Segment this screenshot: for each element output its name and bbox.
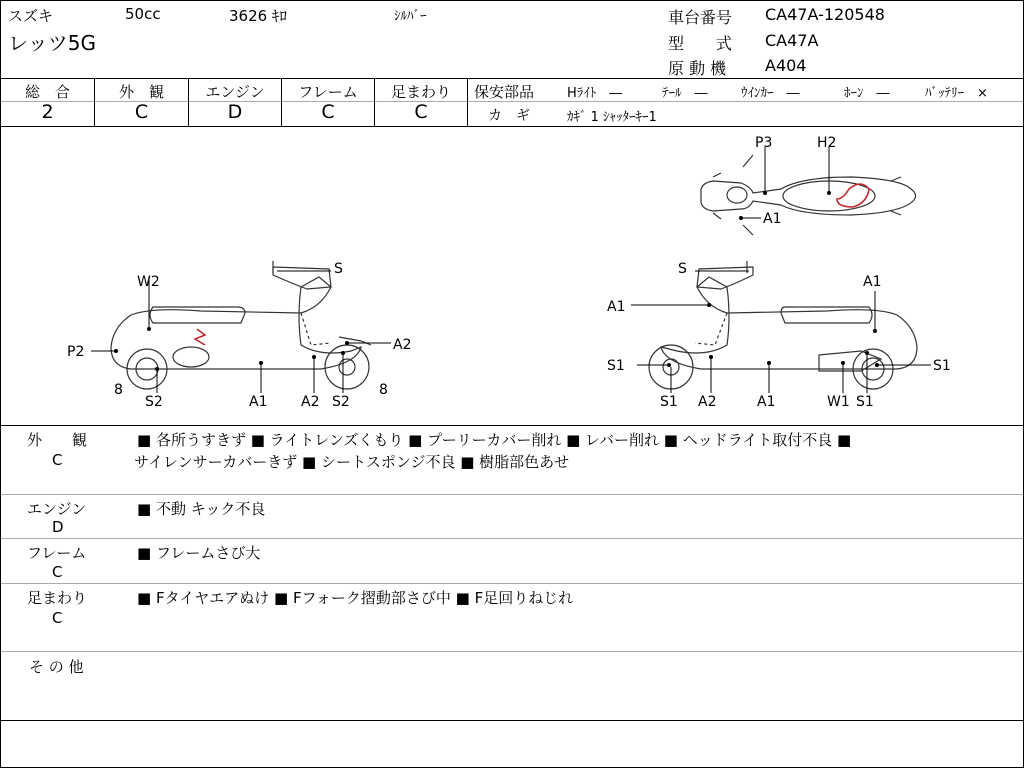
safety-label: 保安部品 (474, 83, 535, 101)
divider (467, 101, 1023, 102)
grade-header-suspension: 足まわり (390, 83, 451, 101)
diagram-label: S1 (856, 394, 874, 410)
color: ｼﾙﾊﾞｰ (394, 9, 427, 24)
remark-grade-exterior: C (52, 451, 63, 469)
safety-horn: ﾎｰﾝ ― (844, 86, 890, 101)
grade-header-frame: フレーム (298, 83, 358, 101)
diagram-label: 8 (379, 382, 388, 398)
grade-header-exterior: 外 観 (118, 83, 164, 101)
displacement: 50cc (125, 5, 161, 23)
mileage: 3626 ｷﾛ (229, 7, 287, 25)
diagram-label: 8 (114, 382, 123, 398)
diagram-label: S1 (607, 358, 625, 374)
remark-title-suspension: 足まわり (27, 589, 88, 607)
type-value: CA47A (765, 31, 819, 50)
remark-text-frame: ■ フレームさび大 (137, 544, 261, 562)
remark-text-exterior: ■ 各所うすきず ■ ライトレンズくもり ■ プーリーカバー削れ ■ レバー削れ ■ ヘッドライト取付不良 ■ (137, 431, 852, 449)
diagram-label: W2 (137, 274, 160, 290)
divider (1, 538, 1023, 539)
safety-headlight: Hﾗｲﾄ ― (567, 86, 623, 101)
diagram-label: S2 (145, 394, 163, 410)
key-label: カ ギ (488, 108, 530, 124)
divider (1, 651, 1023, 652)
remark-text-exterior: サイレンサーカバーきず ■ シートスポンジ不良 ■ 樹脂部色あせ (134, 453, 570, 471)
diagram-label: A1 (763, 211, 782, 227)
remark-text-suspension: ■ Fタイヤエアぬけ ■ Fフォーク摺動部さび中 ■ F足回りねじれ (137, 589, 574, 607)
model-name: レッツ5G (8, 31, 97, 55)
divider (1, 583, 1023, 584)
divider (1, 425, 1023, 426)
safety-tail: ﾃｰﾙ ― (662, 86, 708, 101)
diagram-label: H2 (817, 135, 837, 151)
grade-value-suspension: C (414, 101, 428, 123)
divider (1, 78, 1023, 79)
remark-title-exterior: 外 観 (27, 431, 88, 449)
remark-grade-suspension: C (52, 609, 63, 627)
grade-value-engine: D (227, 101, 243, 123)
diagram-label: A2 (698, 394, 717, 410)
diagram-label: A2 (393, 337, 412, 353)
diagram-label: A1 (607, 299, 626, 315)
engine-value: A404 (765, 56, 807, 75)
remark-text-engine: ■ 不動 キック不良 (137, 500, 266, 518)
diagram-label: P3 (755, 135, 773, 151)
grade-value-frame: C (321, 101, 335, 123)
remark-title-engine: エンジン (27, 500, 87, 518)
maker: スズキ (8, 7, 54, 25)
top-view-scooter (701, 155, 916, 235)
diagram-label: A1 (757, 394, 776, 410)
diagram-label: S (334, 261, 343, 277)
grade-header-engine: エンジン (205, 83, 265, 101)
diagram-label: W1 (827, 394, 850, 410)
chassis-label: 車台番号 (668, 8, 733, 27)
grade-value-overall: 2 (41, 101, 54, 123)
engine-label: 原 動 機 (668, 59, 727, 78)
remark-grade-engine: D (52, 518, 64, 536)
divider (467, 78, 468, 126)
remark-grade-frame: C (52, 563, 63, 581)
remark-title-frame: フレーム (27, 544, 87, 562)
key-value: ｶｷﾞ 1 ｼｬｯﾀｰｷｰ1 (567, 110, 657, 125)
safety-battery: ﾊﾞｯﾃﾘｰ × (925, 86, 988, 101)
divider (1, 494, 1023, 495)
chassis-value: CA47A-120548 (765, 5, 885, 24)
diagram-label: A1 (863, 274, 882, 290)
diagram-label: S1 (933, 358, 951, 374)
damage-diagram (1, 127, 1023, 425)
diagram-label: S2 (332, 394, 350, 410)
type-label: 型 式 (668, 34, 733, 53)
grade-value-exterior: C (134, 101, 149, 123)
diagram-label: P2 (67, 344, 85, 360)
diagram-label: A1 (249, 394, 268, 410)
divider (1, 720, 1023, 721)
diagram-label: S (678, 261, 687, 277)
grade-header-overall: 総 合 (24, 83, 70, 101)
diagram-label: A2 (301, 394, 320, 410)
safety-winker: ｳｲﾝｶｰ ― (741, 86, 800, 101)
remark-title-other: そ の 他 (29, 658, 84, 676)
diagram-label: S1 (660, 394, 678, 410)
